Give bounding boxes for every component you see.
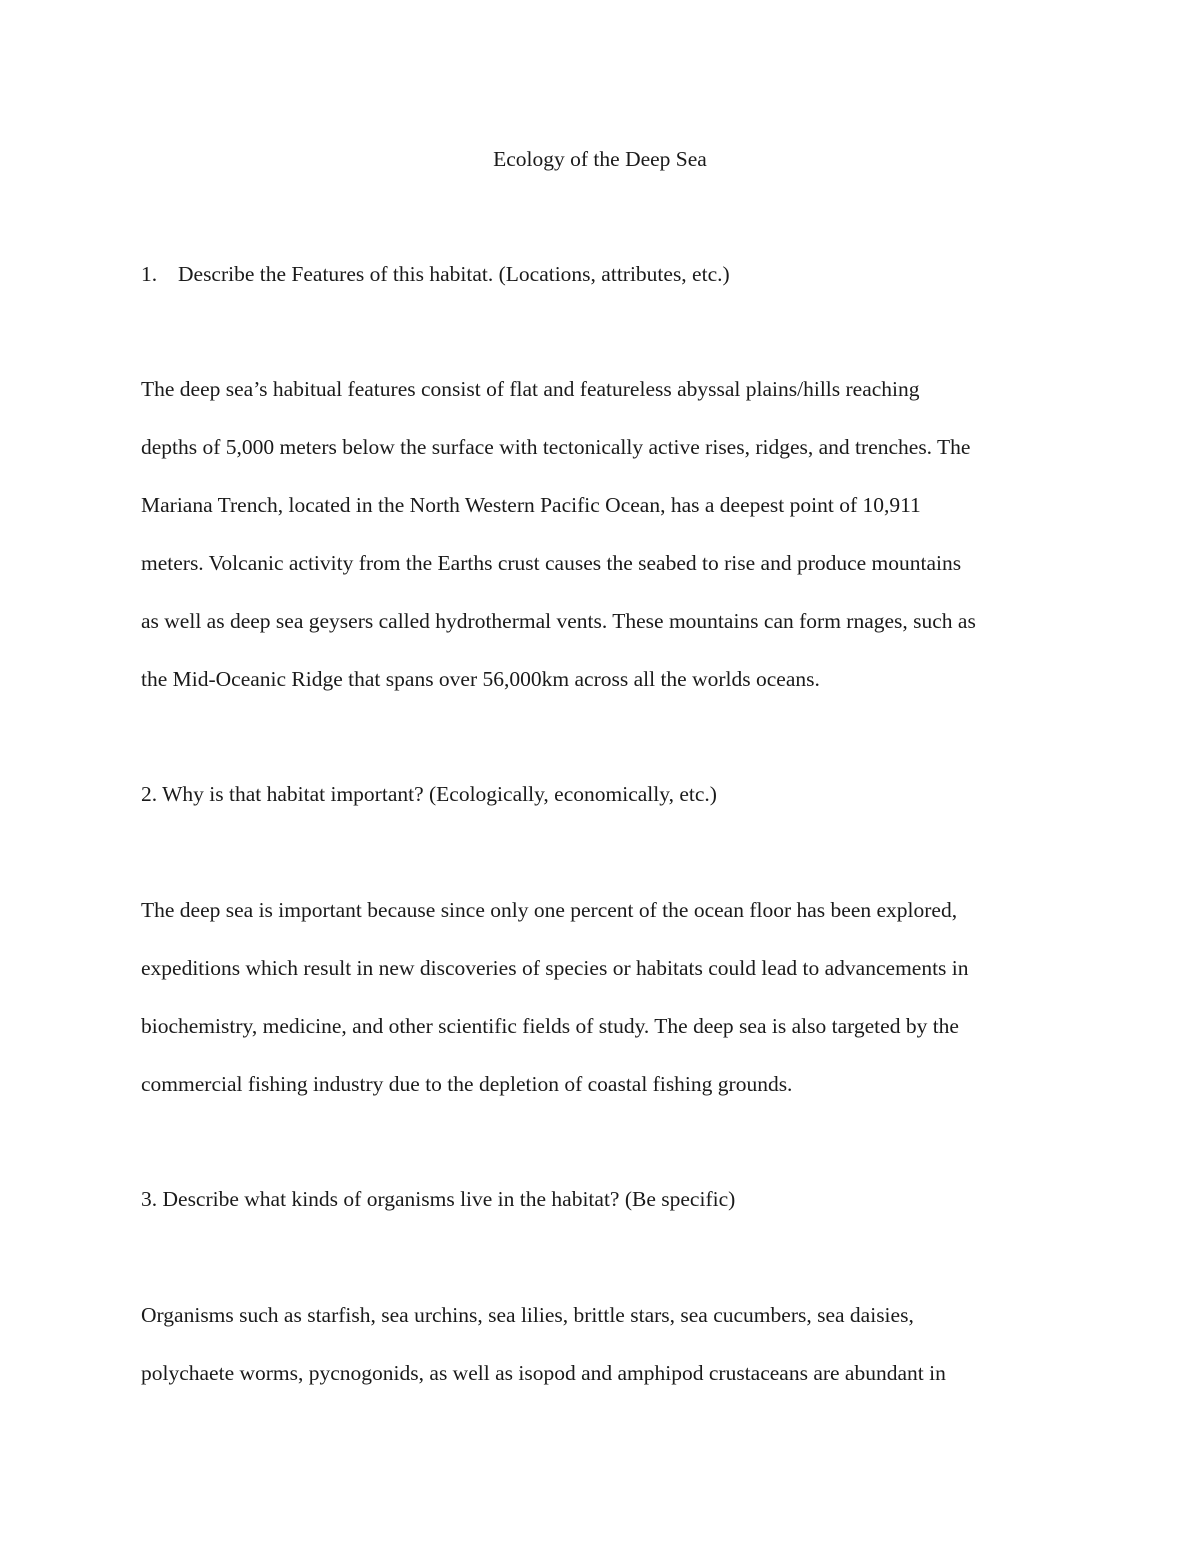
answer-1-line: Mariana Trench, located in the North Western Pacific Ocean, has a deepest point of 10,911 [141,493,921,517]
question-1 [141,259,730,289]
answer-1-line: The deep sea’s habitual features consist of flat and featureless abyssal plains/hills reaching [141,377,920,401]
answer-3-line: polychaete worms, pycnogonids, as well as isopod and amphipod crustaceans are abundant in [141,1361,946,1385]
question-1-number: 1. [141,262,158,286]
answer-2-line: commercial fishing industry due to the depletion of coastal fishing grounds. [141,1072,793,1096]
answer-1-paragraph [141,374,1071,722]
answer-1-line: meters. Volcanic activity from the Earths crust causes the seabed to rise and produce mountains [141,551,962,575]
answer-1-line: as well as deep sea geysers called hydrothermal vents. These mountains can form rnages, such as [141,609,976,633]
question-1-text: Describe the Features of this habitat. (Locations, attributes, etc.) [178,262,730,286]
question-2: 2. Why is that habitat important? (Ecologically, economically, etc.) [141,782,717,806]
answer-1-line: depths of 5,000 meters below the surface with tectonically active rises, ridges, and trenches. The [141,435,971,459]
document-title: Ecology of the Deep Sea [493,147,707,171]
answer-2-line: The deep sea is important because since only one percent of the ocean floor has been explored, [141,898,958,922]
answer-3-line: Organisms such as starfish, sea urchins, sea lilies, brittle stars, sea cucumbers, sea daisies, [141,1303,914,1327]
answer-2-paragraph [141,895,1071,1127]
answer-1-line: the Mid-Oceanic Ridge that spans over 56,000km across all the worlds oceans. [141,667,820,691]
answer-3-paragraph [141,1300,1071,1416]
question-3: 3. Describe what kinds of organisms live in the habitat? (Be specific) [141,1187,736,1211]
answer-2-line: biochemistry, medicine, and other scientific fields of study. The deep sea is also targeted by the [141,1014,959,1038]
answer-2-line: expeditions which result in new discoveries of species or habitats could lead to advancements in [141,956,969,980]
